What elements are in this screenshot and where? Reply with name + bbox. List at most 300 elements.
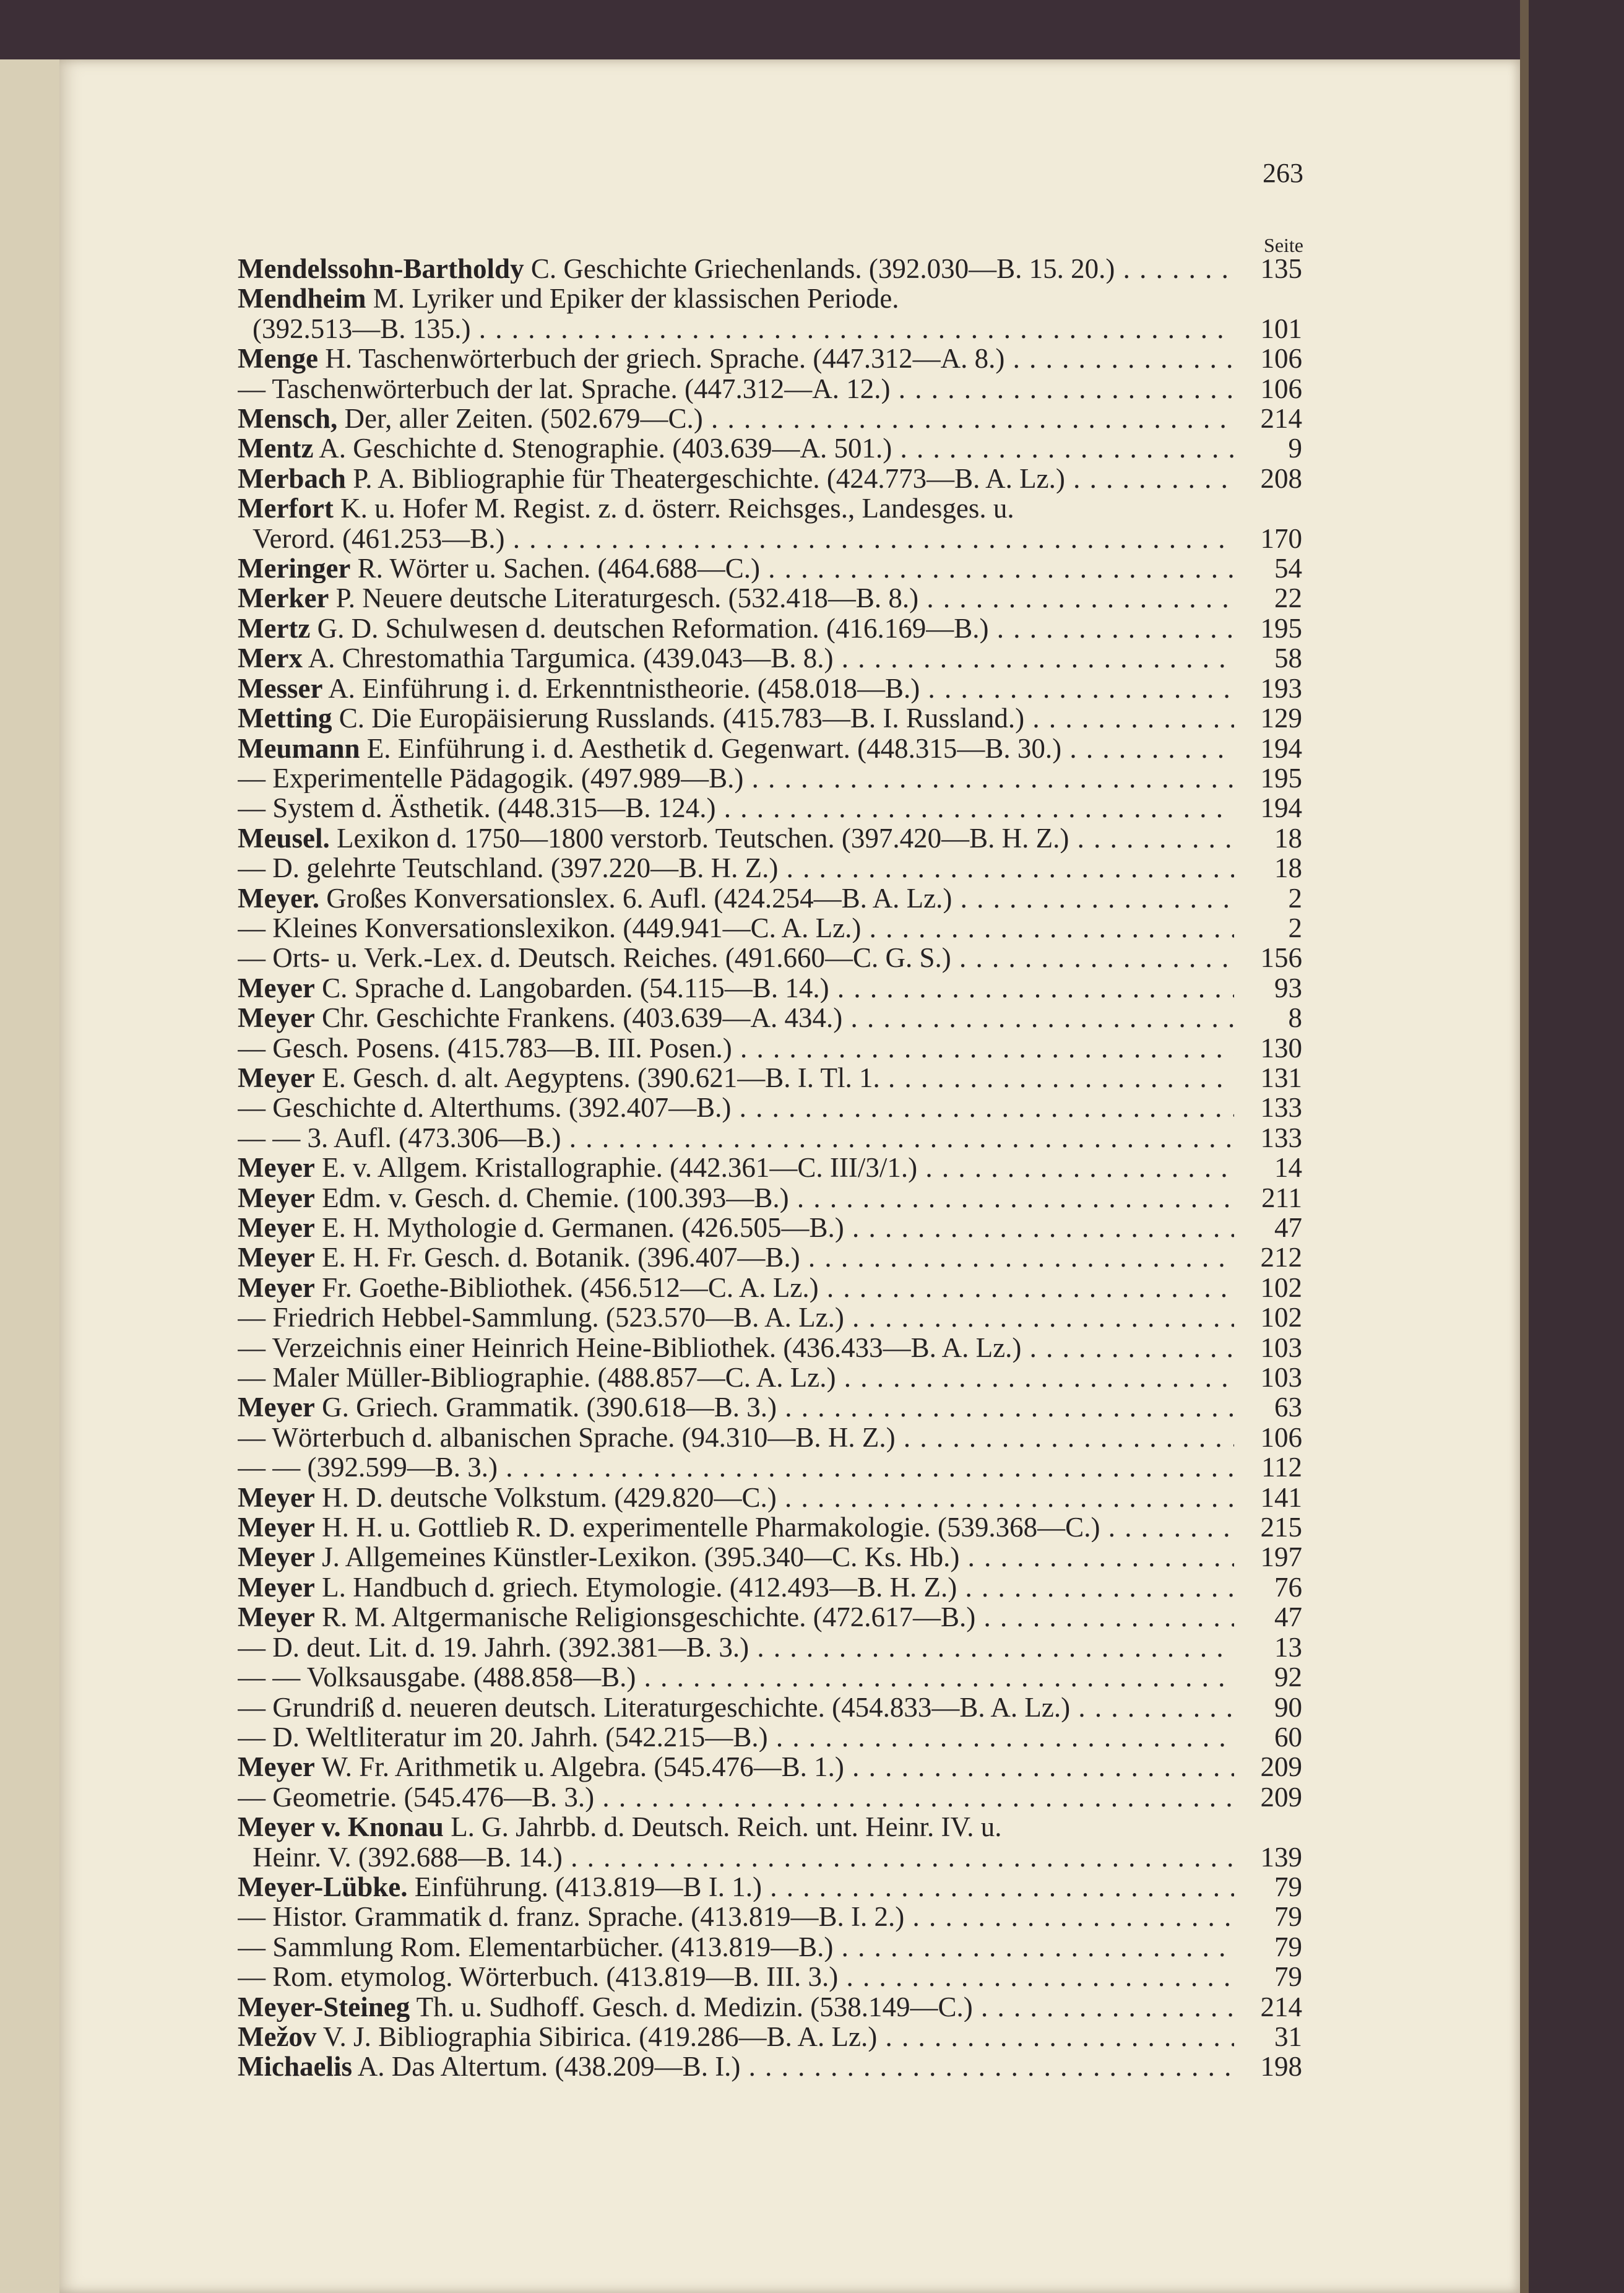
entry-text <box>238 1392 1234 1422</box>
entry-author: Meyer <box>238 1542 315 1572</box>
leader-dots <box>904 1902 1234 1931</box>
entry-author: Mentz <box>238 433 314 464</box>
entry-title: L. G. Jahrbb. d. Deutsch. Reich. unt. Heinr. IV. u. <box>443 1812 1002 1842</box>
entry-title: — Maler Müller-Bibliographie. (488.857—C. A. Lz.) <box>238 1363 836 1393</box>
index-entry <box>238 583 1302 613</box>
index-entries-list <box>238 254 1302 2082</box>
entry-title: — Gesch. Posens. (415.783—B. III. Posen.) <box>238 1033 732 1063</box>
leader-dots <box>920 674 1234 703</box>
leader-dots <box>844 1752 1234 1782</box>
entry-title: A. Einführung i. d. Erkenntnistheorie. (458.018—B.) <box>322 673 920 704</box>
entry-author: Messer <box>238 673 323 704</box>
leader-dots <box>988 613 1234 643</box>
entry-title: G. D. Schulwesen d. deutschen Reformation. (416.169—B.) <box>310 613 989 644</box>
entry-text <box>238 1693 1234 1722</box>
index-entry <box>238 763 1302 793</box>
entry-text <box>238 1752 1234 1782</box>
entry-author: Merfort <box>238 493 334 524</box>
leader-dots <box>838 1962 1234 1992</box>
entry-text <box>238 1003 1234 1033</box>
index-entry <box>238 1872 1302 1902</box>
entry-text <box>238 404 1234 433</box>
index-entry <box>238 943 1302 973</box>
leader-dots <box>975 1602 1234 1632</box>
entry-title: — Experimentelle Pädagogik. (497.989—B.) <box>238 763 744 794</box>
entry-page: 102 <box>1260 1302 1302 1333</box>
leader-dots <box>861 913 1234 943</box>
index-entry <box>238 1392 1302 1422</box>
entry-page: 194 <box>1260 732 1302 764</box>
entry-page: 102 <box>1260 1272 1302 1303</box>
entry-title: — Grundriß d. neueren deutsch. Literaturgeschichte. (454.833—B. A. Lz.) <box>238 1692 1071 1722</box>
entry-page: 214 <box>1260 1991 1302 2022</box>
leader-dots <box>896 1423 1234 1452</box>
entry-page: 214 <box>1260 403 1302 435</box>
entry-title: Fr. Goethe-Bibliothek. (456.512—C. A. Lz.) <box>314 1272 819 1303</box>
entry-text <box>238 943 1234 973</box>
entry-author: Meyer <box>238 1182 315 1213</box>
index-entry <box>238 1932 1302 1962</box>
entry-text <box>238 284 1302 313</box>
entry-text <box>238 643 1234 673</box>
entry-text <box>238 1602 1234 1632</box>
entry-page: 101 <box>1260 313 1302 344</box>
entry-title: — D. Weltliteratur im 20. Jahrh. (542.215—B.) <box>238 1722 768 1753</box>
entry-text <box>238 1242 1234 1272</box>
entry-text <box>238 1183 1234 1213</box>
book-edge-top <box>0 0 1624 59</box>
entry-page: 198 <box>1260 2051 1302 2083</box>
entry-title: — Wörterbuch d. albanischen Sprache. (94.310—B. H. Z.) <box>238 1422 896 1453</box>
entry-page: 93 <box>1274 972 1302 1003</box>
entry-title: P. A. Bibliographie für Theatergeschichte. (424.773—B. A. Lz.) <box>345 463 1065 494</box>
index-entry <box>238 1363 1302 1392</box>
leader-dots <box>1100 1512 1234 1542</box>
entry-title: C. Die Europäisierung Russlands. (415.783—B. I. Russland.) <box>332 703 1025 734</box>
leader-dots <box>561 1123 1235 1153</box>
leader-dots <box>731 1093 1234 1122</box>
index-entry <box>238 2022 1302 2052</box>
index-entry <box>238 1782 1302 1812</box>
entry-title: Einführung. (413.819—B I. 1.) <box>407 1871 762 1902</box>
entry-title: A. Chrestomathia Targumica. (439.043—B. 8.) <box>302 643 834 674</box>
index-entry <box>238 1512 1302 1542</box>
entry-author: Meyer <box>238 1512 315 1543</box>
entry-title: L. Handbuch d. griech. Etymologie. (412.493—B. H. Z.) <box>314 1572 957 1603</box>
leader-dots <box>760 553 1234 583</box>
index-entry <box>238 1213 1302 1242</box>
entry-title: — Sammlung Rom. Elementarbücher. (413.819—B.) <box>238 1931 834 1962</box>
entry-text <box>238 1363 1234 1392</box>
entry-text <box>238 1213 1234 1242</box>
entry-author: Meyer <box>238 1003 315 1033</box>
entry-text <box>238 1932 1234 1962</box>
entry-text <box>238 553 1234 583</box>
entry-author: Mertz <box>238 613 311 644</box>
entry-author: Meumann <box>238 733 360 763</box>
entry-page: 103 <box>1260 1332 1302 1363</box>
entry-page: 106 <box>1260 373 1302 404</box>
page-number: 263 <box>1263 158 1303 188</box>
entry-author: Meyer <box>238 1062 315 1093</box>
entry-text <box>238 613 1234 643</box>
entry-title: R. Wörter u. Sachen. (464.688—C.) <box>350 553 760 584</box>
entry-author: Merker <box>238 583 329 613</box>
leader-dots <box>880 1063 1234 1093</box>
entry-page: 103 <box>1260 1362 1302 1394</box>
entry-text <box>238 823 1234 853</box>
entry-title: W. Fr. Arithmetik u. Algebra. (545.476—B. 1.) <box>314 1752 844 1782</box>
index-entry <box>238 1483 1302 1512</box>
leader-dots <box>498 1452 1234 1482</box>
leader-dots <box>844 1213 1234 1242</box>
index-entry <box>238 734 1302 763</box>
entry-page: 112 <box>1261 1452 1302 1483</box>
entry-text <box>238 1303 1234 1332</box>
entry-title-continued: (392.513—B. 135.) . . . <box>238 314 1234 344</box>
index-entry <box>238 1452 1302 1482</box>
entry-author: Meyer <box>238 1602 315 1632</box>
entry-title: — Rom. etymolog. Wörterbuch. (413.819—B. III. 3.) <box>238 1962 839 1992</box>
leader-dots <box>952 883 1234 913</box>
entry-page: 60 <box>1274 1721 1302 1753</box>
entry-title: E. v. Allgem. Kristallographie. (442.361—C. III/3/1.) <box>314 1153 918 1183</box>
entry-text <box>238 1063 1234 1093</box>
index-entry <box>238 1423 1302 1452</box>
entry-title: — Verzeichnis einer Heinrich Heine-Bibliothek. (436.433—B. A. Lz.) <box>238 1332 1022 1363</box>
index-entry <box>238 883 1302 913</box>
leader-dots <box>1069 823 1234 853</box>
entry-title: — D. deut. Lit. d. 19. Jahrh. (392.381—B. 3.) <box>238 1632 749 1663</box>
leader-dots <box>1061 734 1234 763</box>
entry-text <box>238 583 1234 613</box>
entry-title: J. Allgemeines Künstler-Lexikon. (395.340—C. Ks. Hb.) <box>314 1542 960 1572</box>
index-entry <box>238 1183 1302 1213</box>
entry-author: Meyer <box>238 1272 315 1303</box>
entry-page: 76 <box>1274 1571 1302 1603</box>
leader-dots <box>819 1273 1234 1303</box>
entry-page: 9 <box>1288 433 1302 464</box>
leader-dots <box>836 1363 1234 1392</box>
entry-text <box>238 433 1234 463</box>
entry-page: 47 <box>1274 1212 1302 1243</box>
entry-title: M. Lyriker und Epiker der klassischen Periode. <box>366 284 899 314</box>
entry-author: Mendelssohn-Bartholdy <box>238 254 524 284</box>
entry-text <box>238 703 1234 733</box>
entry-author: Meusel. <box>238 823 330 854</box>
entry-page: 22 <box>1274 583 1302 614</box>
entry-title: E. Einführung i. d. Aesthetik d. Gegenwart. (448.315—B. 30.) <box>360 733 1062 763</box>
entry-title: Chr. Geschichte Frankens. (403.639—A. 434.) <box>314 1003 843 1033</box>
entry-author: Meyer <box>238 1572 315 1603</box>
entry-title: A. Das Altertum. (438.209—B. I.) <box>352 2052 741 2082</box>
entry-author: Mežov <box>238 2021 317 2052</box>
entry-page: 18 <box>1274 852 1302 884</box>
index-entry <box>238 433 1302 463</box>
entry-page: 129 <box>1260 703 1302 734</box>
entry-page: 139 <box>1260 1841 1302 1873</box>
leader-dots <box>834 643 1235 673</box>
leader-dots <box>918 583 1234 613</box>
leader-dots <box>749 1632 1234 1662</box>
entry-text <box>238 1962 1234 1992</box>
leader-dots <box>1021 1333 1234 1363</box>
entry-page: 2 <box>1288 882 1302 914</box>
entry-title-continued: Heinr. V. (392.688—B. 14.) . . . <box>238 1842 1234 1872</box>
entry-title: V. J. Bibliographia Sibirica. (419.286—B. A. Lz.) <box>316 2021 878 2052</box>
leader-dots <box>762 1872 1234 1902</box>
entry-title: H. H. u. Gottlieb R. D. experimentelle Pharmakologie. (539.368—C.) <box>314 1512 1100 1543</box>
entry-page: 31 <box>1274 2021 1302 2052</box>
entry-text <box>238 2022 1234 2052</box>
leader-dots <box>563 1842 1234 1872</box>
leader-dots <box>1070 1693 1234 1722</box>
entry-text <box>238 1093 1234 1122</box>
entry-page: 215 <box>1260 1512 1302 1543</box>
entry-title: E. Gesch. d. alt. Aegyptens. (390.621—B. I. Tl. 1. <box>314 1062 880 1093</box>
entry-page: 197 <box>1260 1541 1302 1573</box>
entry-text <box>238 883 1234 913</box>
index-entry <box>238 913 1302 943</box>
leader-dots <box>777 1392 1234 1422</box>
leader-dots <box>789 1183 1234 1213</box>
entry-page: 58 <box>1274 643 1302 674</box>
leader-dots <box>778 853 1234 883</box>
entry-page: 63 <box>1274 1392 1302 1423</box>
entry-author: Michaelis <box>238 2052 352 2082</box>
entry-title-continued: Verord. (461.253—B.) . . . <box>238 524 1234 553</box>
index-entry <box>238 344 1302 373</box>
index-entry <box>238 1153 1302 1182</box>
entry-page: 14 <box>1274 1152 1302 1184</box>
entry-page: 47 <box>1274 1602 1302 1633</box>
page-column-label: Seite <box>1264 234 1303 256</box>
entry-text <box>238 1512 1234 1542</box>
entry-text <box>238 1542 1234 1572</box>
entry-author: Meyer <box>238 1242 315 1273</box>
leader-dots <box>1004 344 1234 373</box>
index-entry <box>238 404 1302 433</box>
index-entry <box>238 254 1302 284</box>
entry-author: Meyer-Steineg <box>238 1992 410 2022</box>
entry-title: Der, aller Zeiten. (502.679—C.) <box>337 404 703 434</box>
index-entry <box>238 1123 1302 1153</box>
entry-text <box>238 1572 1234 1602</box>
leader-dots <box>504 524 1234 553</box>
entry-page: 141 <box>1260 1481 1302 1513</box>
entry-text <box>238 853 1234 883</box>
leader-dots <box>471 314 1225 344</box>
entry-title: — Friedrich Hebbel-Sammlung. (523.570—B. A. Lz.) <box>238 1303 844 1333</box>
index-entry <box>238 1242 1302 1272</box>
leader-dots <box>959 1542 1234 1572</box>
index-entry <box>238 1063 1302 1093</box>
index-entry <box>238 1662 1302 1692</box>
entry-title: K. u. Hofer M. Regist. z. d. österr. Reichsges., Landesges. u. <box>333 493 1014 524</box>
index-entry <box>238 1273 1302 1303</box>
entry-title: — — 3. Aufl. (473.306—B.) <box>238 1122 561 1153</box>
leader-dots <box>833 1932 1234 1962</box>
entry-text <box>238 344 1234 373</box>
entry-title: Großes Konversationslex. 6. Aufl. (424.254—B. A. Lz.) <box>319 883 952 913</box>
entry-page: 193 <box>1260 672 1302 704</box>
entry-text <box>238 254 1234 284</box>
entry-page: 92 <box>1274 1662 1302 1693</box>
entry-page: 195 <box>1260 612 1302 644</box>
leader-dots <box>703 404 1234 433</box>
index-entry <box>238 1962 1302 1992</box>
index-entry <box>238 493 1302 553</box>
entry-text <box>238 1992 1234 2022</box>
entry-author: Meyer <box>238 1482 315 1513</box>
index-entry <box>238 1992 1302 2022</box>
leader-dots <box>917 1153 1234 1182</box>
entry-page: 106 <box>1260 1421 1302 1453</box>
leader-dots <box>842 1003 1234 1033</box>
index-entry <box>238 1572 1302 1602</box>
leader-dots <box>890 374 1234 404</box>
entry-page: 54 <box>1274 553 1302 584</box>
entry-title: — Histor. Grammatik d. franz. Sprache. (413.819—B. I. 2.) <box>238 1902 905 1932</box>
entry-author: Mendheim <box>238 284 366 314</box>
entry-title: R. M. Altgermanische Religionsgeschichte. (472.617—B.) <box>314 1602 976 1632</box>
index-entry <box>238 553 1302 583</box>
entry-title: — Taschenwörterbuch der lat. Sprache. (447.312—A. 12.) <box>238 373 891 404</box>
entry-page: 8 <box>1288 1002 1302 1034</box>
entry-title: G. Griech. Grammatik. (390.618—B. 3.) <box>314 1392 777 1423</box>
entry-page: 212 <box>1260 1242 1302 1273</box>
entry-text <box>238 973 1234 1003</box>
leader-dots <box>892 433 1234 463</box>
leader-dots <box>800 1242 1234 1272</box>
entry-text <box>238 1153 1234 1182</box>
entry-author: Menge <box>238 344 318 374</box>
entry-page: 79 <box>1274 1901 1302 1933</box>
entry-text <box>238 1722 1234 1752</box>
index-entry <box>238 1033 1302 1063</box>
entry-author: Metting <box>238 703 332 734</box>
index-entry <box>238 1003 1302 1033</box>
entry-page: 133 <box>1260 1092 1302 1124</box>
entry-page: 106 <box>1260 343 1302 375</box>
entry-title: — — Volksausgabe. (488.858—B.) <box>238 1662 636 1693</box>
index-entry <box>238 1632 1302 1662</box>
entry-text <box>238 1812 1302 1842</box>
entry-text <box>238 1872 1234 1902</box>
leader-dots <box>844 1303 1234 1332</box>
index-entry <box>238 374 1302 404</box>
entry-page: 79 <box>1274 1961 1302 1993</box>
index-entry <box>238 2052 1302 2081</box>
entry-title: A. Geschichte d. Stenographie. (403.639—A. 501.) <box>313 433 892 464</box>
entry-author: Meyer v. Knonau <box>238 1812 444 1842</box>
entry-text <box>238 793 1234 823</box>
entry-page: 2 <box>1288 912 1302 943</box>
entry-title: — — (392.599—B. 3.) <box>238 1452 498 1483</box>
leader-dots <box>716 793 1235 823</box>
entry-text <box>238 1033 1234 1063</box>
entry-page: 211 <box>1261 1182 1302 1213</box>
index-entry <box>238 284 1302 344</box>
leader-dots <box>732 1033 1234 1063</box>
entry-title: P. Neuere deutsche Literaturgesch. (532.418—B. 8.) <box>329 583 919 613</box>
entry-title: — Orts- u. Verk.-Lex. d. Deutsch. Reiches. (491.660—C. G. S.) <box>238 943 951 973</box>
entry-page: 208 <box>1260 462 1302 494</box>
entry-title: — Geschichte d. Alterthums. (392.407—B.) <box>238 1093 732 1123</box>
index-entry <box>238 1812 1302 1872</box>
entry-page: 133 <box>1260 1122 1302 1153</box>
entry-text <box>238 1333 1234 1363</box>
index-entry <box>238 1303 1302 1332</box>
entry-title: — Kleines Konversationslexikon. (449.941—C. A. Lz.) <box>238 912 862 943</box>
entry-text <box>238 763 1234 793</box>
entry-page: 18 <box>1274 822 1302 854</box>
entry-page: 13 <box>1274 1631 1302 1663</box>
leader-dots <box>1115 254 1234 284</box>
entry-author: Merx <box>238 643 303 674</box>
entry-text <box>238 913 1234 943</box>
entry-author: Meyer <box>238 1153 315 1183</box>
entry-text <box>238 1902 1234 1931</box>
entry-page: 209 <box>1260 1781 1302 1813</box>
entry-author: Meyer. <box>238 883 320 913</box>
entry-page: 79 <box>1274 1931 1302 1962</box>
entry-title: Lexikon d. 1750—1800 verstorb. Teutschen. (397.420—B. H. Z.) <box>329 823 1069 854</box>
leader-dots <box>636 1662 1234 1692</box>
leader-dots <box>594 1782 1234 1812</box>
entry-text <box>238 1452 1234 1482</box>
leader-dots <box>768 1722 1234 1752</box>
entry-title: H. Taschenwörterbuch der griech. Sprache. (447.312—A. 8.) <box>317 344 1005 374</box>
entry-author: Meyer <box>238 1213 315 1243</box>
entry-page: 156 <box>1260 942 1302 974</box>
index-entry <box>238 464 1302 493</box>
entry-text <box>238 2052 1234 2081</box>
leader-dots <box>973 1992 1234 2022</box>
index-entry <box>238 793 1302 823</box>
index-entry <box>238 1542 1302 1572</box>
entry-text <box>238 1662 1234 1692</box>
entry-title: Th. u. Sudhoff. Gesch. d. Medizin. (538.149—C.) <box>410 1992 973 2022</box>
index-entry <box>238 823 1302 853</box>
entry-author: Meyer <box>238 1392 315 1423</box>
leader-dots <box>1065 464 1234 493</box>
entry-text <box>238 493 1302 523</box>
entry-title: — D. gelehrte Teutschland. (397.220—B. H. Z.) <box>238 853 779 883</box>
index-entry <box>238 643 1302 673</box>
entry-page: 194 <box>1260 792 1302 824</box>
leader-dots <box>743 763 1234 793</box>
leader-dots <box>877 2022 1234 2052</box>
entry-author: Meyer-Lübke. <box>238 1871 408 1902</box>
index-entry <box>238 973 1302 1003</box>
leader-dots <box>829 973 1234 1003</box>
entry-title: — Geometrie. (545.476—B. 3.) <box>238 1782 595 1813</box>
entry-text <box>238 674 1234 703</box>
index-entry <box>238 1752 1302 1782</box>
leader-dots <box>951 943 1234 973</box>
entry-author: Meringer <box>238 553 351 584</box>
index-entry <box>238 613 1302 643</box>
entry-text <box>238 1123 1234 1153</box>
index-entry <box>238 1333 1302 1363</box>
entry-page: 131 <box>1260 1062 1302 1093</box>
entry-text <box>238 374 1234 404</box>
entry-page: 130 <box>1260 1032 1302 1064</box>
entry-title: C. Sprache d. Langobarden. (54.115—B. 14.) <box>314 973 829 1003</box>
index-entry <box>238 703 1302 733</box>
leader-dots <box>777 1483 1234 1512</box>
